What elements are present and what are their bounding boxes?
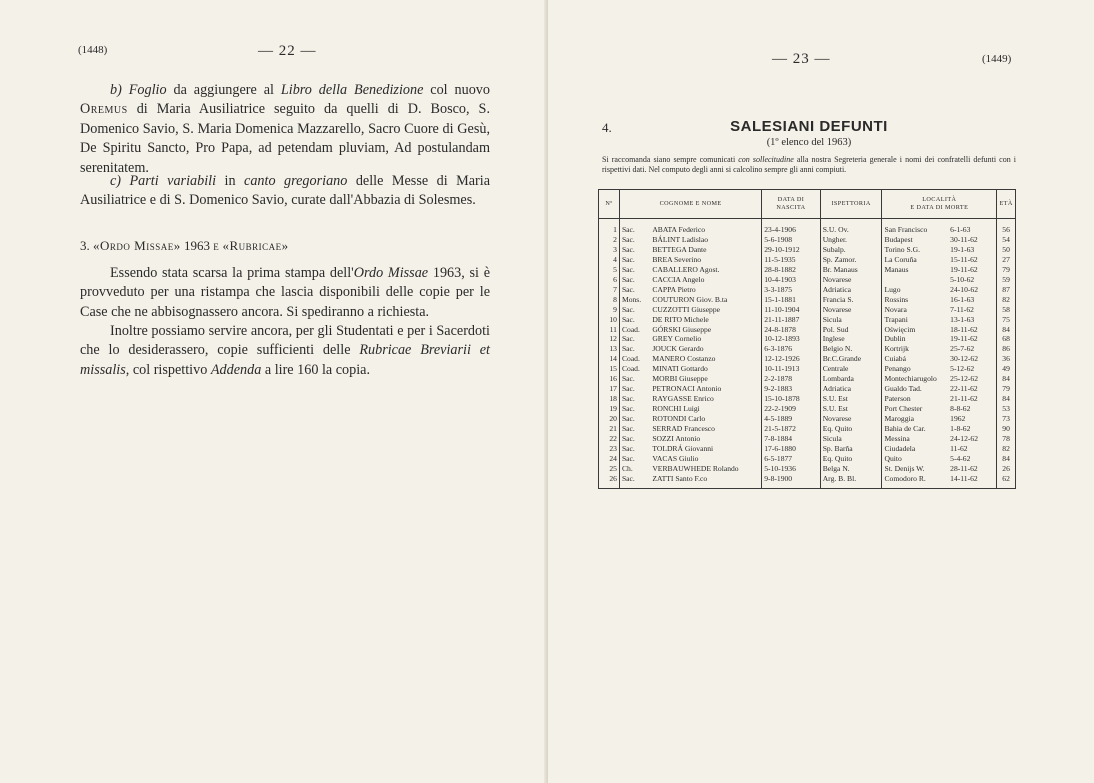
row-province: Novarese: [820, 305, 882, 315]
item-c-marker: c): [110, 173, 122, 189]
row-name: TOLDRÁ Giovanni: [650, 444, 761, 454]
row-birth-date: 11-10-1904: [762, 305, 820, 315]
table-row: [599, 414, 1016, 424]
row-death-date: 19-1-63: [948, 245, 997, 255]
table-row: [599, 265, 1016, 275]
row-number: 8: [599, 295, 620, 305]
row-title: Coad.: [619, 325, 650, 335]
row-death-date: 18-11-62: [948, 325, 997, 335]
section-3-paragraph-2: [80, 322, 490, 380]
item-c-canto: canto gregoriano: [244, 173, 348, 189]
row-death-date: 24-10-62: [948, 285, 997, 295]
row-death-place: Manaus: [882, 265, 948, 275]
header-province: ISPETTORIA: [820, 190, 882, 219]
row-death-date: 1-8-62: [948, 424, 997, 434]
table-row: [599, 295, 1016, 305]
row-province: S.U. Est: [820, 404, 882, 414]
row-birth-date: 21-5-1872: [762, 424, 820, 434]
row-number: 9: [599, 305, 620, 315]
table-row: [599, 235, 1016, 245]
row-death-date: 28-11-62: [948, 464, 997, 474]
row-province: Sp. Zamor.: [820, 255, 882, 265]
table-row: [599, 344, 1016, 354]
row-age: 75: [997, 315, 1016, 325]
row-number: 14: [599, 354, 620, 364]
row-province: Inglese: [820, 334, 882, 344]
row-name: MINATI Gottardo: [650, 364, 761, 374]
row-name: COUTURON Giov. B.ta: [650, 295, 761, 305]
row-birth-date: 28-8-1882: [762, 265, 820, 275]
row-birth-date: 9-8-1900: [762, 474, 820, 488]
header-place-date: LOCALITÀ E DATA DI MORTE: [882, 190, 997, 219]
row-death-place: Cuiabá: [882, 354, 948, 364]
para-2-addenda: Addenda: [210, 361, 262, 378]
row-birth-date: 17-6-1880: [762, 444, 820, 454]
row-death-date: 11-62: [948, 444, 997, 454]
row-birth-date: 22-2-1909: [762, 404, 820, 414]
para-2-text-1: Inoltre possiamo servire ancora, per gli Studentati e per i Sacerdoti che lo desiderassero, copie sufficienti delle: [80, 323, 490, 359]
row-birth-date: 15-10-1878: [762, 394, 820, 404]
table-row: [599, 454, 1016, 464]
para-1-ordo: Ordo Missae: [353, 265, 429, 281]
row-number: 17: [599, 384, 620, 394]
row-birth-date: 23-4-1906: [762, 219, 820, 235]
row-province: Eq. Quito: [820, 454, 882, 464]
para-1-text-1: Essendo stata scarsa la prima stampa dell': [110, 265, 354, 281]
row-name: VERBAUWHEDE Rolando: [650, 464, 761, 474]
row-number: 3: [599, 245, 620, 255]
row-province: Sp. Barña: [820, 444, 882, 454]
row-death-place: Trapani: [882, 315, 948, 325]
row-title: Sac.: [619, 454, 650, 464]
row-title: Sac.: [619, 414, 650, 424]
row-death-place: Port Chester: [882, 404, 948, 414]
row-death-date: 5-4-62: [948, 454, 997, 464]
table-row: [599, 219, 1016, 235]
row-name: JOUCK Gerardo: [650, 344, 761, 354]
row-death-place: Bahia de Car.: [882, 424, 948, 434]
para-1-text-2: 1963, si è provveduto per una ristampa che lascia disponibili delle copie per le Case che ne abbisognassero ancora. Si spediranno a richiesta.: [80, 265, 491, 320]
row-name: SOZZI Antonio: [650, 434, 761, 444]
row-age: 56: [997, 219, 1016, 235]
row-death-date: 21-11-62: [948, 394, 997, 404]
row-birth-date: 10-11-1913: [762, 364, 820, 374]
row-title: Coad.: [619, 354, 650, 364]
row-death-date: 15-11-62: [948, 255, 997, 265]
row-age: 49: [997, 364, 1016, 374]
item-b-title: Foglio: [128, 82, 167, 98]
row-number: 23: [599, 444, 620, 454]
row-death-place: Paterson: [882, 394, 948, 404]
row-province: Eq. Quito: [820, 424, 882, 434]
notice-emphasis: con sollecitudine: [738, 155, 794, 164]
row-province: S.U. Est: [820, 394, 882, 404]
item-c-text-2: delle Messe di Maria Ausiliatrice e di S. Domenico Savio, curate dall'Abbazia di Solesmes.: [80, 173, 491, 209]
table-body: [599, 219, 1016, 489]
row-death-date: 1962: [948, 414, 997, 424]
row-title: Sac.: [619, 374, 650, 384]
item-b-paragraph: [80, 81, 490, 178]
table-row: [599, 255, 1016, 265]
row-death-place: Rossins: [882, 295, 948, 305]
item-c-paragraph: [80, 172, 490, 211]
row-title: Coad.: [619, 364, 650, 374]
section-3-year: 1963: [183, 238, 210, 253]
row-death-date: 19-11-62: [948, 265, 997, 275]
row-title: Sac.: [619, 434, 650, 444]
header-age: ETÀ: [997, 190, 1016, 219]
row-death-date: 22-11-62: [948, 384, 997, 394]
row-title: Sac.: [619, 285, 650, 295]
row-birth-date: 6-5-1877: [762, 454, 820, 464]
row-birth-date: 4-5-1889: [762, 414, 820, 424]
row-title: Sac.: [619, 334, 650, 344]
row-age: 78: [997, 434, 1016, 444]
table-row: [599, 325, 1016, 335]
left-page-running-number: (1448): [78, 44, 108, 56]
table-row: [599, 374, 1016, 384]
row-name: DE RITO Michele: [650, 315, 761, 325]
row-province: Centrale: [820, 364, 882, 374]
row-number: 15: [599, 364, 620, 374]
row-name: GREY Cornelio: [650, 334, 761, 344]
row-death-place: Budapest: [882, 235, 948, 245]
table-row: [599, 354, 1016, 364]
row-name: BREA Severino: [650, 255, 761, 265]
row-age: 36: [997, 354, 1016, 364]
row-age: 59: [997, 275, 1016, 285]
row-title: Sac.: [619, 265, 650, 275]
row-age: 84: [997, 394, 1016, 404]
row-title: Sac.: [619, 305, 650, 315]
row-number: 6: [599, 275, 620, 285]
deceased-list-subtitle: (1º elenco del 1963): [766, 137, 852, 148]
row-death-date: 25-7-62: [948, 344, 997, 354]
notice-text-1: Si raccomanda siano sempre comunicati: [602, 155, 739, 164]
table-row: [599, 424, 1016, 434]
row-number: 2: [599, 235, 620, 245]
section-3-heading-rubricae: «Rubricae»: [222, 238, 289, 253]
para-2-rubricae: Rubricae Breviarii et missalis: [80, 342, 490, 378]
row-number: 5: [599, 265, 620, 275]
row-title: Sac.: [619, 255, 650, 265]
row-birth-date: 6-3-1876: [762, 344, 820, 354]
row-province: Adriatica: [820, 285, 882, 295]
row-title: Sac.: [619, 315, 650, 325]
row-birth-date: 2-2-1878: [762, 374, 820, 384]
row-death-place: St. Denijs W.: [882, 464, 948, 474]
item-b-book: Libro della Benedizione: [280, 82, 424, 98]
row-age: 82: [997, 444, 1016, 454]
row-death-place: Messina: [882, 434, 948, 444]
row-number: 12: [599, 334, 620, 344]
row-name: RAYGASSE Enrico: [650, 394, 761, 404]
row-age: 58: [997, 305, 1016, 315]
row-number: 10: [599, 315, 620, 325]
item-c-title: Parti variabili: [129, 173, 217, 189]
row-age: 87: [997, 285, 1016, 295]
row-name: MANERO Costanzo: [650, 354, 761, 364]
deceased-table: [598, 189, 1016, 489]
row-number: 26: [599, 474, 620, 488]
row-province: Ungher.: [820, 235, 882, 245]
row-age: 68: [997, 334, 1016, 344]
row-title: Ch.: [619, 464, 650, 474]
row-death-place: San Francisco: [882, 219, 948, 235]
row-name: CABALLERO Agost.: [650, 265, 761, 275]
row-number: 19: [599, 404, 620, 414]
table-row: [599, 434, 1016, 444]
row-province: Belga N.: [820, 464, 882, 474]
table-row: [599, 444, 1016, 454]
row-province: Sicula: [820, 434, 882, 444]
row-number: 7: [599, 285, 620, 295]
row-age: 90: [997, 424, 1016, 434]
row-title: Sac.: [619, 404, 650, 414]
row-province: Francia S.: [820, 295, 882, 305]
row-name: ABATA Federico: [650, 219, 761, 235]
row-death-place: Gualdo Tad.: [882, 384, 948, 394]
right-page-number: — 23 —: [772, 51, 831, 67]
row-province: Pol. Sud: [820, 325, 882, 335]
row-name: ZATTI Santo F.co: [650, 474, 761, 488]
row-province: Br.C.Grande: [820, 354, 882, 364]
table-row: [599, 394, 1016, 404]
item-b-text-3: di Maria Ausiliatrice seguito da quelli di D. Bosco, S. Domenico Savio, S. Maria Domenica Mazzarello, Sacro Cuore di Gesù, De Spiritu Sancto, Pro Papa, ad petendam pluviam, Ad postulandam serenitatem.: [80, 101, 490, 176]
row-name: CACCIA Angelo: [650, 275, 761, 285]
table-row: [599, 305, 1016, 315]
row-title: Sac.: [619, 275, 650, 285]
table-row: [599, 315, 1016, 325]
row-number: 1: [599, 219, 620, 235]
row-age: 27: [997, 255, 1016, 265]
row-death-date: 8-8-62: [948, 404, 997, 414]
row-title: Sac.: [619, 394, 650, 404]
row-name: BETTEGA Dante: [650, 245, 761, 255]
row-death-place: Maroggia: [882, 414, 948, 424]
row-name: BÁLINT Ladislao: [650, 235, 761, 245]
row-death-date: 5-10-62: [948, 275, 997, 285]
row-province: Novarese: [820, 414, 882, 424]
row-birth-date: 11-5-1935: [762, 255, 820, 265]
row-name: PETRONACI Antonio: [650, 384, 761, 394]
row-death-place: Lugo: [882, 285, 948, 295]
row-number: 21: [599, 424, 620, 434]
section-3-conj: e: [213, 238, 220, 253]
table-row: [599, 245, 1016, 255]
item-b-text-1: da aggiungere al: [166, 82, 281, 98]
row-age: 84: [997, 374, 1016, 384]
row-death-date: 5-12-62: [948, 364, 997, 374]
row-death-date: 16-1-63: [948, 295, 997, 305]
item-b-oremus: Oremus: [80, 101, 128, 118]
row-age: 84: [997, 325, 1016, 335]
row-title: Sac.: [619, 474, 650, 488]
row-birth-date: 12-12-1926: [762, 354, 820, 364]
row-birth-date: 10-12-1893: [762, 334, 820, 344]
row-death-place: Comodoro R.: [882, 474, 948, 488]
row-birth-date: 3-3-1875: [762, 285, 820, 295]
row-province: S.U. Ov.: [820, 219, 882, 235]
row-death-place: Torino S.G.: [882, 245, 948, 255]
section-4-number: 4.: [602, 120, 612, 135]
row-death-date: 6-1-63: [948, 219, 997, 235]
row-age: 53: [997, 404, 1016, 414]
header-name: COGNOME E NOME: [619, 190, 761, 219]
row-age: 82: [997, 295, 1016, 305]
row-title: Sac.: [619, 235, 650, 245]
row-number: 18: [599, 394, 620, 404]
row-birth-date: 15-1-1881: [762, 295, 820, 305]
right-page-running-number: (1449): [982, 53, 1012, 65]
row-death-place: [882, 275, 948, 285]
row-age: 73: [997, 414, 1016, 424]
item-b-text-2: col nuovo: [423, 82, 490, 98]
item-c-text-1: in: [216, 173, 245, 189]
table-row: [599, 285, 1016, 295]
section-3-paragraph-1: [80, 264, 490, 322]
table-row: [599, 384, 1016, 394]
table-row: [599, 404, 1016, 414]
row-number: 22: [599, 434, 620, 444]
row-name: GÓRSKI Giuseppe: [650, 325, 761, 335]
left-page-number: — 22 —: [258, 43, 317, 59]
row-title: Sac.: [619, 219, 650, 235]
row-number: 16: [599, 374, 620, 384]
row-title: Sac.: [619, 384, 650, 394]
row-age: 54: [997, 235, 1016, 245]
row-death-place: Novara: [882, 305, 948, 315]
header-birth: DATA DI NASCITA: [762, 190, 820, 219]
row-birth-date: 21-11-1887: [762, 315, 820, 325]
row-death-place: Kortrijk: [882, 344, 948, 354]
table-row: [599, 334, 1016, 344]
row-title: Sac.: [619, 245, 650, 255]
row-province: Subalp.: [820, 245, 882, 255]
row-title: Sac.: [619, 424, 650, 434]
row-number: 25: [599, 464, 620, 474]
row-death-place: Quito: [882, 454, 948, 464]
row-number: 24: [599, 454, 620, 464]
row-age: 79: [997, 265, 1016, 275]
row-birth-date: 29-10-1912: [762, 245, 820, 255]
deceased-list-title: SALESIANI DEFUNTI: [730, 118, 888, 135]
para-2-text-3: a lire 160 la copia.: [261, 361, 371, 378]
row-province: Belgio N.: [820, 344, 882, 354]
row-death-place: Oświęcim: [882, 325, 948, 335]
row-birth-date: 9-2-1883: [762, 384, 820, 394]
row-province: Br. Manaus: [820, 265, 882, 275]
row-death-place: La Coruña: [882, 255, 948, 265]
row-age: 50: [997, 245, 1016, 255]
row-name: CUZZOTTI Giuseppe: [650, 305, 761, 315]
table-row: [599, 364, 1016, 374]
row-number: 20: [599, 414, 620, 424]
row-province: Novarese: [820, 275, 882, 285]
row-name: ROTONDI Carlo: [650, 414, 761, 424]
row-birth-date: 7-8-1884: [762, 434, 820, 444]
row-number: 13: [599, 344, 620, 354]
row-province: Adriatica: [820, 384, 882, 394]
row-province: Arg. B. Bl.: [820, 474, 882, 488]
row-age: 26: [997, 464, 1016, 474]
table-row: [599, 474, 1016, 488]
row-death-date: 13-1-63: [948, 315, 997, 325]
row-death-date: 25-12-62: [948, 374, 997, 384]
right-page: [548, 0, 1094, 783]
row-death-place: Montechiarugolo: [882, 374, 948, 384]
row-age: 84: [997, 454, 1016, 464]
row-age: 79: [997, 384, 1016, 394]
row-name: SERRAD Francesco: [650, 424, 761, 434]
row-death-place: Penango: [882, 364, 948, 374]
section-3-number: 3.: [80, 238, 90, 253]
row-birth-date: 5-10-1936: [762, 464, 820, 474]
row-province: Lombarda: [820, 374, 882, 384]
header-num: Nº: [599, 190, 620, 219]
row-number: 4: [599, 255, 620, 265]
deceased-list-notice: [602, 155, 1016, 175]
row-title: Sac.: [619, 344, 650, 354]
para-2-text-2: , col rispettivo: [125, 361, 211, 378]
row-number: 11: [599, 325, 620, 335]
row-death-date: 7-11-62: [948, 305, 997, 315]
item-b-marker: b): [110, 82, 122, 98]
row-death-place: Dublin: [882, 334, 948, 344]
row-province: Sicula: [820, 315, 882, 325]
row-age: 62: [997, 474, 1016, 488]
row-death-date: 14-11-62: [948, 474, 997, 488]
section-3-heading: [80, 238, 289, 254]
row-birth-date: 24-8-1878: [762, 325, 820, 335]
row-name: VACAS Giulio: [650, 454, 761, 464]
row-death-date: 30-11-62: [948, 235, 997, 245]
row-death-date: 19-11-62: [948, 334, 997, 344]
table-row: [599, 464, 1016, 474]
section-3-heading-ordo: «Ordo Missae»: [93, 238, 181, 253]
row-birth-date: 5-6-1908: [762, 235, 820, 245]
notice-text-2: alla nostra Segreteria generale i nomi dei confratelli defunti con i rispettivi dati. Nel computo degli anni si calcolino sempre gli anni compiuti.: [602, 155, 1017, 174]
row-death-place: Ciudadela: [882, 444, 948, 454]
table-row: [599, 275, 1016, 285]
row-birth-date: 10-4-1903: [762, 275, 820, 285]
row-title: Sac.: [619, 444, 650, 454]
table-header-row: [599, 190, 1016, 219]
row-death-date: 30-12-62: [948, 354, 997, 364]
row-name: CAPPA Pietro: [650, 285, 761, 295]
row-death-date: 24-12-62: [948, 434, 997, 444]
row-age: 86: [997, 344, 1016, 354]
row-name: RONCHI Luigi: [650, 404, 761, 414]
row-title: Mons.: [619, 295, 650, 305]
row-name: MORBI Giuseppe: [650, 374, 761, 384]
